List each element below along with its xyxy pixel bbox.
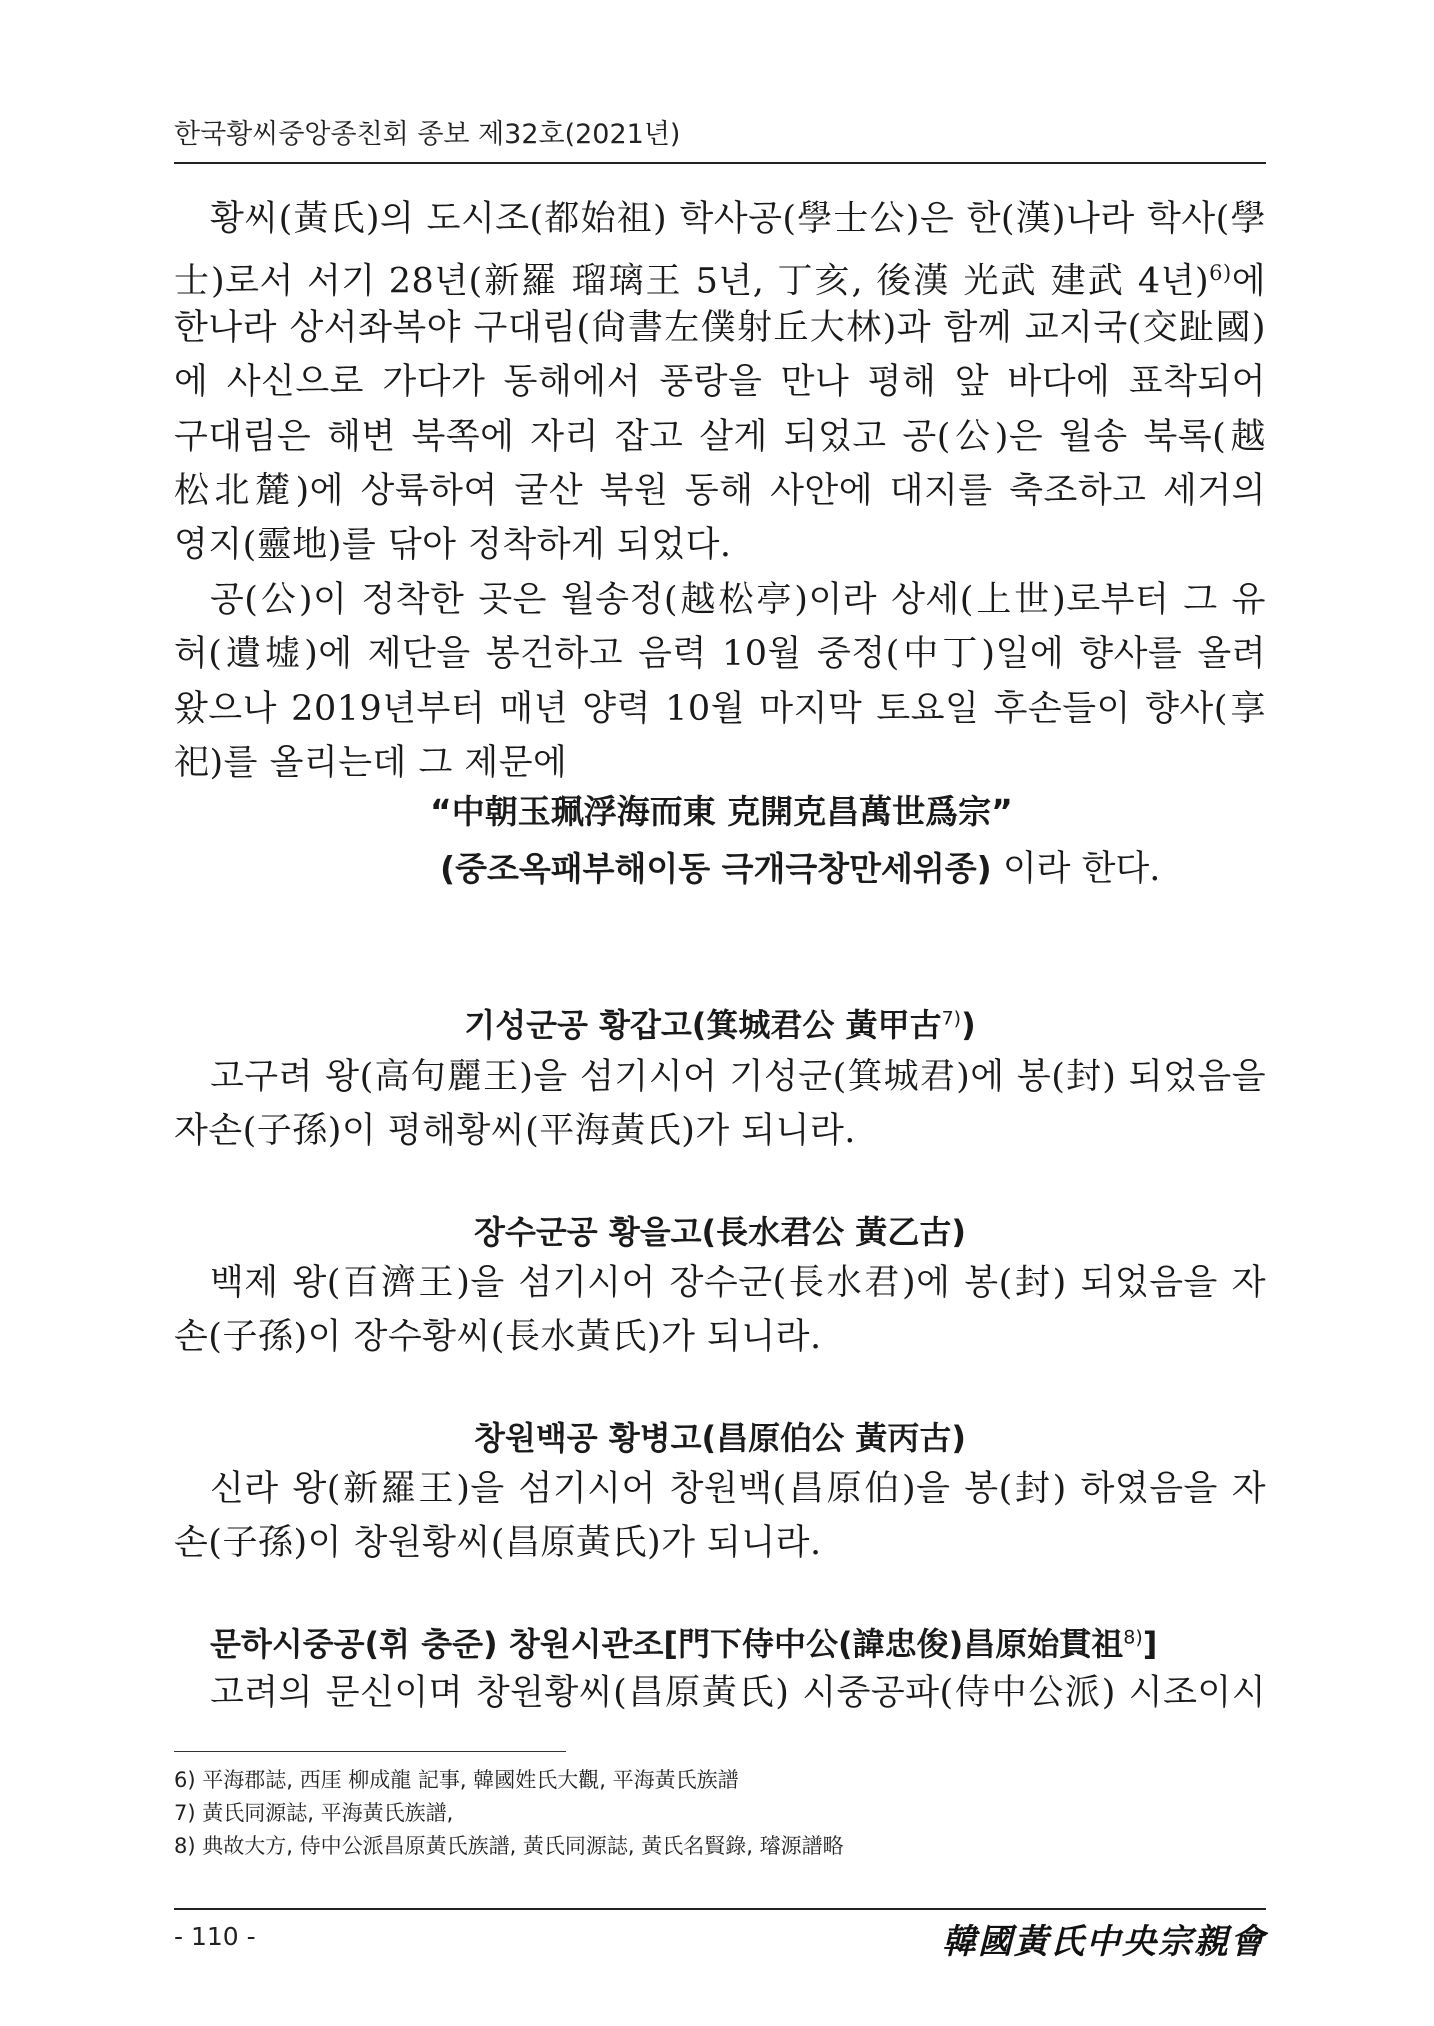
text-line: 祀)를 올리는데 그 제문에 [174, 743, 568, 784]
text-line: 공(公)이 정착한 곳은 월송정(越松亭)이라 상세(上世)로부터 그 유 [210, 580, 1266, 620]
intro-paragraph-2 [174, 573, 1266, 791]
text-line: 자손(子孫)이 평해황씨(平海黃氏)가 되니라. [174, 1111, 856, 1152]
intro-paragraph-1 [174, 192, 1266, 573]
section-title-jangsu: 장수군공 황을고(長水君公 黃乙古) [474, 1213, 966, 1251]
text-line: 허(遺墟)에 제단을 봉건하고 음력 10월 중정(中丁)일에 향사를 올려 [174, 634, 1266, 675]
header-divider [174, 162, 1266, 164]
text-line: 손(子孫)이 창원황씨(昌原黃氏)가 되니라. [174, 1523, 822, 1564]
section-body-changwon [174, 1462, 1266, 1571]
footnote: 6) 平海郡誌, 西厓 柳成龍 記事, 韓國姓氏大觀, 平海黃氏族譜 [174, 1768, 739, 1792]
footer-divider [174, 1908, 1266, 1910]
text-line: 고구려 왕(高句麗王)을 섬기시어 기성군(箕城君)에 봉(封) 되었음을 [210, 1057, 1266, 1097]
text-line: 왔으나 2019년부터 매년 양력 10월 마지막 토요일 후손들이 향사(享 [174, 688, 1266, 729]
section-body-munha [174, 1666, 1266, 1720]
section-title-changwon: 창원백공 황병고(昌原伯公 黃丙古) [474, 1419, 966, 1457]
quote-hangul: (중조옥패부해이동 극개극창만세위종) 이라 한다. [440, 849, 1161, 889]
text-line: 백제 왕(百濟王)을 섬기시어 장수군(長水君)에 봉(封) 되었음을 자 [210, 1263, 1266, 1303]
text-line: 에 사신으로 가다가 동해에서 풍랑을 만나 평해 앞 바다에 표착되어 [174, 362, 1266, 403]
text-line: 고려의 문신이며 창원황씨(昌原黃氏) 시중공파(侍中公派) 시조이시 [210, 1673, 1266, 1713]
footnotes [174, 1764, 844, 1863]
text-line: 영지(靈地)를 닦아 정착하게 되었다. [174, 525, 732, 566]
text-line: 황씨(黃氏)의 도시조(都始祖) 학사공(學士公)은 한(漢)나라 학사(學 [210, 199, 1266, 239]
footnote: 8) 典故大方, 侍中公派昌原黃氏族譜, 黃氏同源誌, 黃氏名賢錄, 璿源譜略 [174, 1834, 844, 1858]
section-title-munha: 문하시중공(휘 충준) 창원시관조[門下侍中公(諱忠俊)昌原始貫祖$^{8)}$] [210, 1625, 1158, 1663]
text-line: 신라 왕(新羅王)을 섬기시어 창원백(昌原伯)을 봉(封) 하였음을 자 [210, 1469, 1266, 1509]
section-title-giseong: 기성군공 황갑고(箕城君公 黃甲古$^{7)}$) [464, 1006, 976, 1044]
page-number: - 110 - [174, 1922, 256, 1951]
text-line: 한나라 상서좌복야 구대림(尙書左僕射丘大林)과 함께 교지국(交趾國) [174, 307, 1266, 348]
running-header: 한국황씨중앙종친회 종보 제32호(2021년) [174, 119, 681, 150]
footnote: 7) 黃氏同源誌, 平海黃氏族譜, [174, 1801, 454, 1825]
footnote-divider [174, 1751, 566, 1752]
section-body-jangsu [174, 1256, 1266, 1365]
text-line: 士)로서 서기 28년(新羅 瑠璃王 5년, 丁亥, 後漢 光武 建武 4년)$^{6)}$에 [174, 261, 1266, 301]
text-line: 松北麓)에 상륙하여 굴산 북원 동해 사안에 대지를 축조하고 세거의 [174, 470, 1266, 511]
organization-mark: 韓國黃氏中央宗親會 [942, 1922, 1266, 1962]
quote-hanja: “中朝玉珮浮海而東 克開克昌萬世爲宗” [430, 792, 1013, 831]
text-line: 구대림은 해변 북쪽에 자리 잡고 살게 되었고 공(公)은 월송 북록(越 [174, 416, 1266, 457]
section-body-giseong [174, 1050, 1266, 1159]
text-line: 손(子孫)이 장수황씨(長水黃氏)가 되니라. [174, 1317, 822, 1358]
